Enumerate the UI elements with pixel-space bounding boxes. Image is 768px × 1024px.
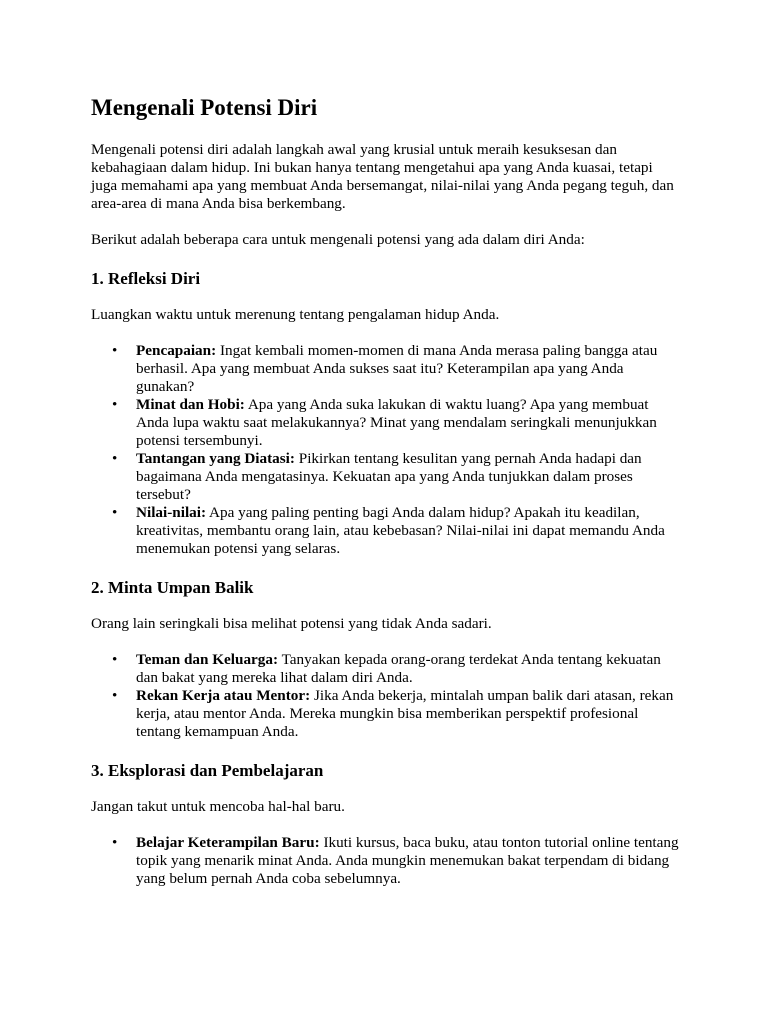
list-item-term: Tantangan yang Diatasi: — [136, 450, 295, 467]
list-item-desc: Pikirkan tentang kesulitan yang pernah Anda hadapi dan bagaimana Anda mengatasinya. Kekuatan apa yang Anda tunjukkan dalam proses tersebut? — [136, 450, 642, 503]
list-item — [91, 834, 681, 888]
lead-paragraph: Berikut adalah beberapa cara untuk mengenali potensi yang ada dalam diri Anda: — [91, 231, 585, 248]
list-item — [91, 504, 681, 558]
section-heading: 3. Eksplorasi dan Pembelajaran — [91, 761, 324, 780]
section-heading: 1. Refleksi Diri — [91, 269, 201, 288]
list-item-term: Belajar Keterampilan Baru: — [136, 834, 320, 851]
list-item-desc: Apa yang paling penting bagi Anda dalam hidup? Apakah itu keadilan, kreativitas, membantu orang lain, atau kebebasan? Nilai-nilai ini dapat memandu Anda menemukan potensi yang selaras. — [136, 504, 665, 557]
list-item-term: Nilai-nilai: — [136, 504, 207, 521]
document-body — [91, 94, 681, 888]
list-item-term: Teman dan Keluarga: — [136, 651, 279, 668]
section-text: Orang lain seringkali bisa melihat potensi yang tidak Anda sadari. — [91, 615, 492, 632]
list-item-term: Rekan Kerja atau Mentor: — [136, 687, 311, 704]
list-item-desc: Jika Anda bekerja, mintalah umpan balik dari atasan, rekan kerja, atau mentor Anda. Mereka mungkin bisa memberikan perspektif profesional tentang kemampuan Anda. — [136, 687, 674, 740]
bullet-list — [91, 342, 681, 558]
list-item-term: Pencapaian: — [136, 342, 217, 359]
list-item — [91, 450, 681, 504]
section-text: Jangan takut untuk mencoba hal-hal baru. — [91, 798, 345, 815]
list-item-desc: Ikuti kursus, baca buku, atau tonton tutorial online tentang topik yang menarik minat Anda. Anda mungkin menemukan bakat terpendam di bidang yang belum pernah Anda coba sebelumnya. — [136, 834, 679, 887]
bullet-list — [91, 834, 681, 888]
section-heading: 2. Minta Umpan Balik — [91, 578, 254, 597]
bullet-list — [91, 651, 681, 741]
list-item — [91, 396, 681, 450]
list-item-desc: Tanyakan kepada orang-orang terdekat Anda tentang kekuatan dan bakat yang mereka lihat dalam diri Anda. — [136, 651, 661, 686]
list-item-desc: Apa yang Anda suka lakukan di waktu luang? Apa yang membuat Anda lupa waktu saat melakukannya? Minat yang mendalam seringkali menunjukkan potensi tersembunyi. — [136, 396, 657, 449]
list-item — [91, 651, 681, 687]
list-item-desc: Ingat kembali momen-momen di mana Anda merasa paling bangga atau berhasil. Apa yang membuat Anda sukses saat itu? Keterampilan apa yang Anda gunakan? — [136, 342, 658, 395]
page-title: Mengenali Potensi Diri — [91, 95, 318, 120]
list-item-term: Minat dan Hobi: — [136, 396, 245, 413]
section-text: Luangkan waktu untuk merenung tentang pengalaman hidup Anda. — [91, 306, 500, 323]
intro-paragraph: Mengenali potensi diri adalah langkah awal yang krusial untuk meraih kesuksesan dan kebahagiaan dalam hidup. Ini bukan hanya tentang mengetahui apa yang Anda kuasai, tetapi juga memahami apa yang membuat Anda bersemangat, nilai-nilai yang Anda pegang teguh, dan area-area di mana Anda bisa berkembang. — [91, 141, 674, 212]
list-item — [91, 687, 681, 741]
list-item — [91, 342, 681, 396]
